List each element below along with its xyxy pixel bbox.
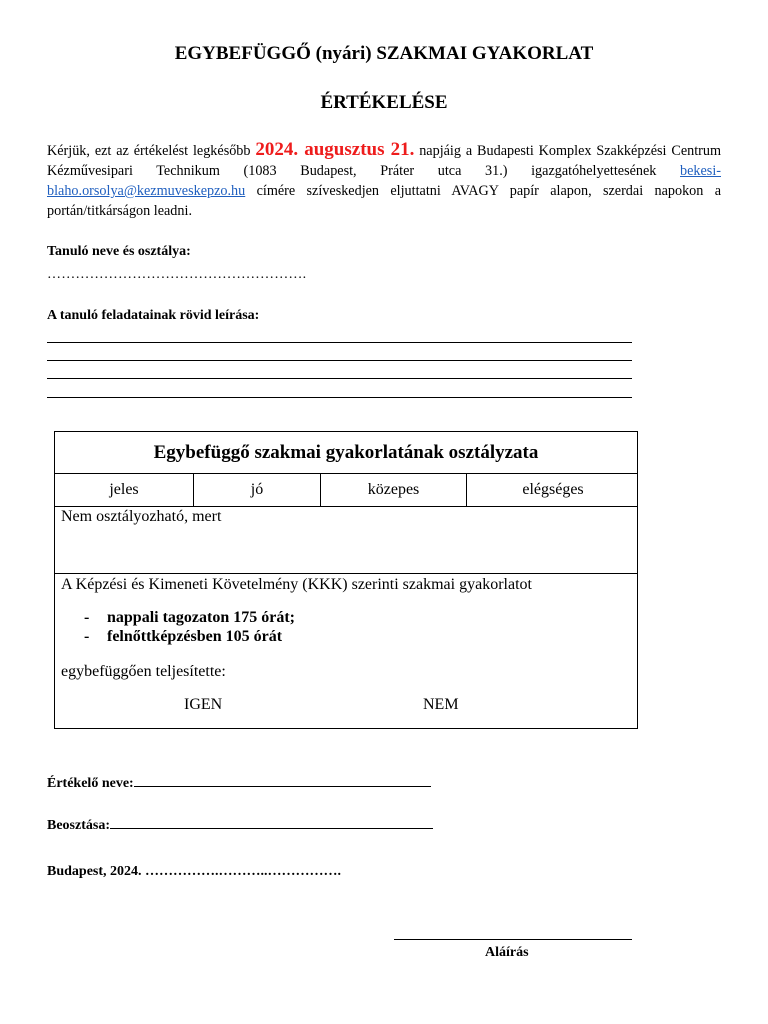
intro-paragraph — [47, 140, 721, 221]
student-name-label: Tanuló neve és osztálya: — [47, 244, 191, 259]
grade-option-kozepes[interactable]: közepes — [321, 473, 467, 506]
tasks-line-3[interactable] — [47, 378, 632, 379]
email-link[interactable]: bekesi-blaho.orsolya@kezmuveskepzo.hu — [47, 163, 721, 199]
tasks-line-2[interactable] — [47, 360, 632, 361]
grade-option-jeles[interactable]: jeles — [55, 473, 194, 506]
document-title: EGYBEFÜGGŐ (nyári) SZAKMAI GYAKORLAT — [174, 43, 594, 64]
grade-option-jo[interactable]: jó — [194, 473, 321, 506]
evaluator-name-row — [47, 774, 431, 792]
completed-no-option[interactable]: NEM — [423, 696, 459, 713]
signature-label: Aláírás — [485, 945, 529, 960]
not-gradable-label: Nem osztályozható, mert — [61, 508, 222, 525]
document-subtitle: ÉRTÉKELÉSE — [320, 92, 448, 113]
position-field[interactable] — [110, 816, 433, 829]
intro-text-middle: napjáig a Budapesti Komplex Szakképzési Centrum Kézművesipari Technikum (1083 Budapest, Práter utca 31.) igazgatóhelyettesének — [47, 143, 722, 179]
grading-table-title: Egybefüggő szakmai gyakorlatának osztályzata — [55, 432, 637, 474]
grade-options-row — [55, 473, 637, 507]
grading-table — [54, 431, 638, 729]
deadline-date: 2024. augusztus 21. — [255, 139, 415, 160]
bullet-dash: - — [84, 609, 90, 626]
tasks-line-1[interactable] — [47, 342, 632, 343]
grade-option-elegseges[interactable]: elégséges — [522, 481, 584, 498]
bullet-adult-education — [84, 628, 282, 646]
not-gradable-field[interactable] — [55, 506, 637, 574]
completed-label: egybefüggően teljesítette: — [61, 663, 226, 680]
position-label: Beosztása: — [47, 818, 110, 833]
evaluator-name-label: Értékelő neve: — [47, 776, 134, 791]
intro-text-before: Kérjük, ezt az értékelést legkésőbb — [47, 143, 256, 159]
intro-text-after: címére szíveskedjen eljuttatni AVAGY papír alapon, szerdai napokon a portán/titkárságon leadni. — [47, 183, 721, 219]
tasks-line-4[interactable] — [47, 397, 632, 398]
position-row — [47, 816, 433, 834]
evaluator-name-field[interactable] — [134, 774, 431, 787]
bullet-dash: - — [84, 628, 90, 645]
bullet-text: nappali tagozaton 175 órát; — [107, 609, 295, 626]
student-name-field[interactable]: ………………………………………………. — [47, 267, 307, 282]
tasks-label: A tanuló feladatainak rövid leírása: — [47, 308, 260, 323]
signature-line[interactable] — [394, 939, 632, 940]
completed-yes-option[interactable]: IGEN — [184, 696, 223, 713]
city-date-line[interactable]: Budapest, 2024. …………….………..……………. — [47, 864, 342, 879]
bullet-text: felnőttképzésben 105 órát — [107, 628, 283, 645]
bullet-day-course — [84, 609, 295, 627]
kkk-statement: A Képzési és Kimeneti Követelmény (KKK) szerinti szakmai gyakorlatot — [61, 576, 532, 593]
